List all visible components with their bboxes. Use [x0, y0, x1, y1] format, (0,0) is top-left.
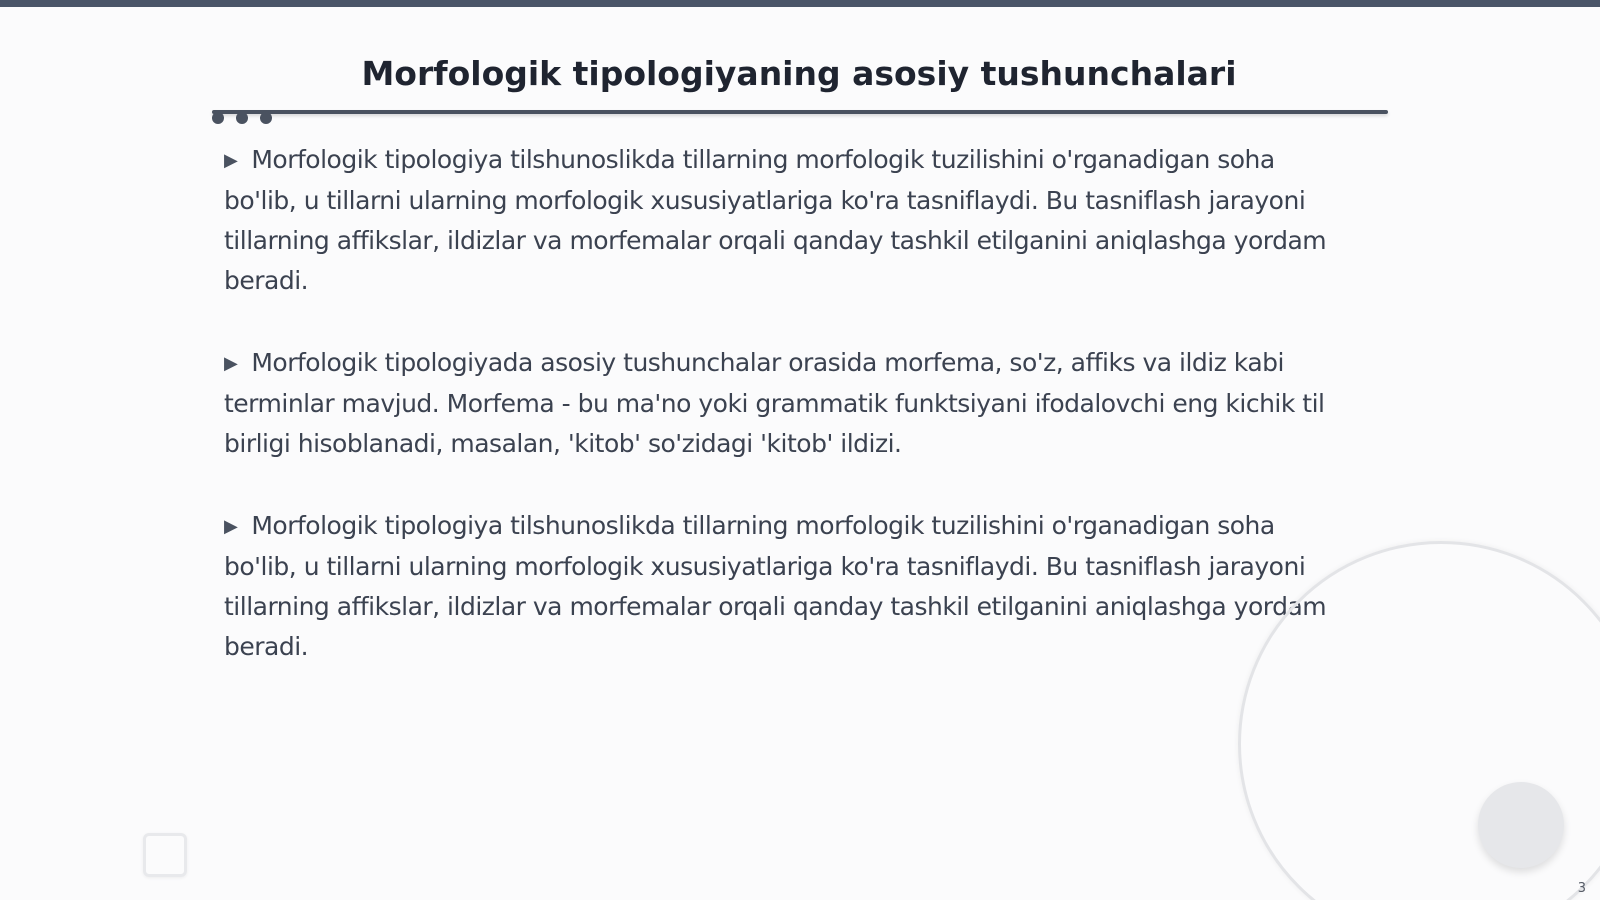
paragraph-text: Morfologik tipologiyada asosiy tushunchalar orasida morfema, so'z, affiks va ildiz kabi terminlar mavjud. Morfema - bu ma'no yoki grammatik funktsiyani ifodalovchi eng kichik til birligi hisoblanadi, masalan, 'kitob' so'zidagi 'kitob' ildizi. [224, 348, 1325, 458]
decoration-dot [236, 112, 248, 124]
slide-content [224, 140, 1354, 709]
title-underline [212, 110, 1388, 114]
bullet-arrow-icon: ▶ [224, 353, 238, 374]
decorative-circle [1478, 782, 1564, 868]
decoration-dot [260, 112, 272, 124]
decorative-square [143, 833, 187, 877]
page-number: 3 [1577, 881, 1586, 896]
top-accent-bar [0, 0, 1600, 7]
paragraph-text: Morfologik tipologiya tilshunoslikda tillarning morfologik tuzilishini o'rganadigan soha bo'lib, u tillarni ularning morfologik xususiyatlariga ko'ra tasniflaydi. Bu tasniflash jarayoni tillarning affikslar, ildizlar va morfemalar orqali qanday tashkil etilganini aniqlashga yordam beradi. [224, 511, 1327, 661]
decoration-dot [212, 112, 224, 124]
bullet-paragraph-3 [224, 506, 1354, 667]
bullet-paragraph-1 [224, 140, 1354, 301]
bullet-arrow-icon: ▶ [224, 516, 238, 537]
title-dots-decoration [212, 112, 282, 126]
bullet-paragraph-2 [224, 343, 1354, 464]
bullet-arrow-icon: ▶ [224, 150, 238, 171]
slide-title: Morfologik tipologiyaning asosiy tushunchalari [361, 54, 1237, 93]
paragraph-text: Morfologik tipologiya tilshunoslikda tillarning morfologik tuzilishini o'rganadigan soha bo'lib, u tillarni ularning morfologik xususiyatlariga ko'ra tasniflaydi. Bu tasniflash jarayoni tillarning affikslar, ildizlar va morfemalar orqali qanday tashkil etilganini aniqlashga yordam beradi. [224, 145, 1327, 295]
